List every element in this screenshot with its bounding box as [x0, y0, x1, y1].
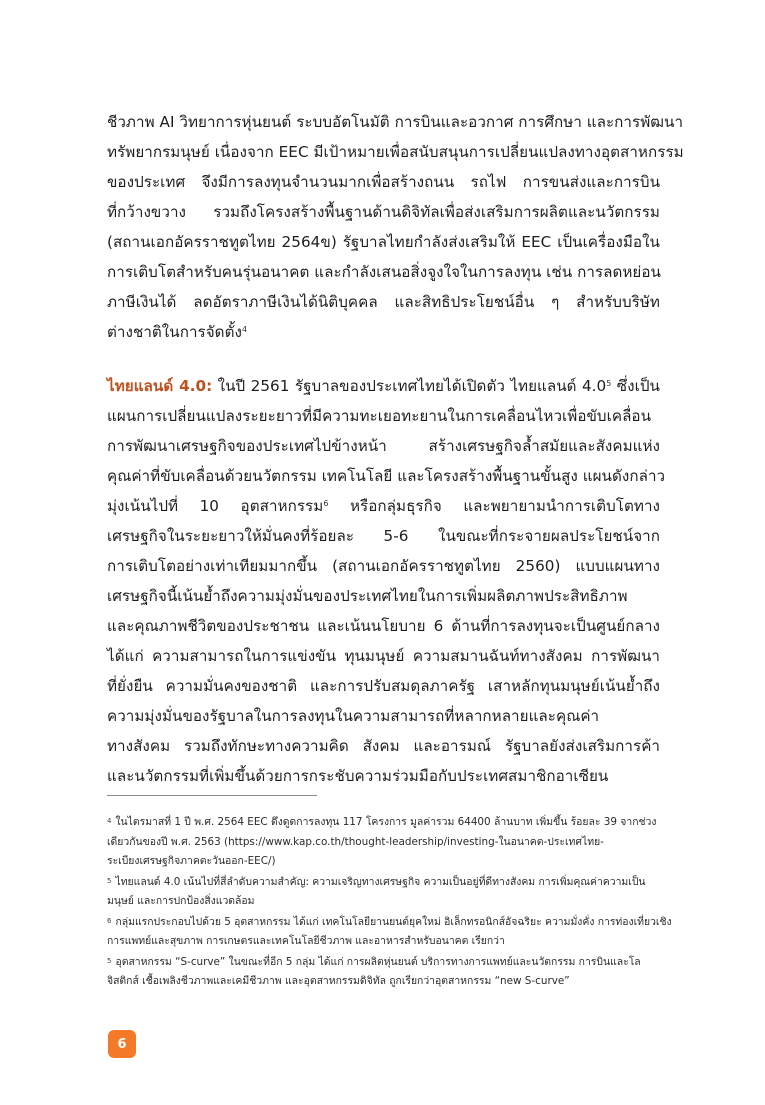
footnote-line: [107, 813, 662, 833]
footnote-5-scurve: [107, 953, 662, 992]
footnote-line: การแพทย์และสุขภาพ การเกษตรและเทคโนโลยีชีวภาพ และอาหารสำหรับอนาคต เรียกว่า: [107, 935, 505, 947]
footnote-line: จิสติกส์ เชื้อเพลิงชีวภาพและเคมีชีวภาพ และอุตสาหกรรมดิจิทัล ถูกเรียกว่าอุตสาหกรรม “new S-curve”: [107, 975, 570, 987]
section-heading: ไทยแลนด์ 4.0:: [107, 377, 213, 395]
text-line: ที่กว้างขวาง รวมถึงโครงสร้างพื้นฐานด้านดิจิทัลเพื่อส่งเสริมการผลิตและนวัตกรรม: [107, 203, 660, 221]
footnote-5: [107, 873, 662, 912]
page-number-badge: 6: [108, 1030, 136, 1058]
text-line: [107, 371, 660, 401]
text-line: (สถานเอกอัครราชทูตไทย 2564ข) รัฐบาลไทยกำลังส่งเสริมให้ EEC เป็นเครื่องมือใน: [107, 233, 660, 251]
text-fragment: ต่างชาติในการจัดตั้ง: [107, 323, 242, 341]
footnote-ref-4[interactable]: 4: [241, 325, 248, 334]
footnote-marker: 5: [107, 956, 112, 965]
text-fragment: อุตสาหกรรม “S-curve” ในขณะที่อีก 5 กลุ่ม ได้แก่ การผลิตหุ่นยนต์ บริการทางการแพทย์และนวัตกรรม การบินและโล: [115, 955, 641, 968]
text-fragment: ซึ่งเป็น: [611, 377, 660, 395]
footnote-line: [107, 953, 662, 973]
footnote-marker: 4: [107, 817, 112, 825]
text-fragment: หรือกลุ่มธุรกิจ และพยายามนำการเติบโตทาง: [328, 497, 660, 515]
text-line: ความมุ่งมั่นของรัฐบาลในการลงทุนในความสามารถที่หลากหลายและคุณค่า: [107, 707, 600, 725]
text-line: และนวัตกรรมที่เพิ่มขึ้นด้วยการกระชับความร่วมมือกับประเทศสมาชิกอาเซียน: [107, 767, 609, 785]
text-line: ที่ยั่งยืน ความมั่นคงของชาติ และการปรับสมดุลภาครัฐ เสาหลักทุนมนุษย์เน้นย้ำถึง: [107, 677, 660, 695]
text-line: การเติบโตสำหรับคนรุ่นอนาคต และกำลังเสนอสิ่งจูงใจในการลงทุน เช่น การลดหย่อน: [107, 263, 661, 281]
footnote-ref-6[interactable]: 6: [323, 499, 329, 508]
text-line: การเติบโตอย่างเท่าเทียมมากขึ้น (สถานเอกอัครราชทูตไทย 2560) แบบแผนทาง: [107, 557, 660, 575]
text-line: ได้แก่ ความสามารถในการแข่งขัน ทุนมนุษย์ ความสมานฉันท์ทางสังคม การพัฒนา: [107, 647, 660, 665]
footnote-line: [107, 913, 672, 933]
footnote-marker: 5: [107, 876, 112, 885]
text-line: [107, 491, 660, 521]
text-line: การพัฒนาเศรษฐกิจของประเทศไปข้างหน้า สร้างเศรษฐกิจล้ำสมัยและสังคมแห่ง: [107, 437, 660, 455]
text-line: ภาษีเงินได้ ลดอัตราภาษีเงินได้นิติบุคคล และสิทธิประโยชน์อื่น ๆ สำหรับบริษัท: [107, 293, 660, 311]
text-line: และคุณภาพชีวิตของประชาชน และเน้นนโยบาย 6 ด้านที่การลงทุนจะเป็นศูนย์กลาง: [107, 617, 660, 635]
footnote-line: มนุษย์ และการปกป้องสิ่งแวดล้อม: [107, 895, 255, 907]
text-line: ทางสังคม รวมถึงทักษะทางความคิด สังคม และอารมณ์ รัฐบาลยังส่งเสริมการค้า: [107, 737, 660, 755]
text-fragment: ไทยแลนด์ 4.0 เน้นไปที่สี่ลำดับความสำคัญ: ความเจริญทางเศรษฐกิจ ความเป็นอยู่ที่ดีทางสังคม การเพิ่มคุณค่าความเป็น: [115, 875, 646, 888]
paragraph-eec-investment: [107, 107, 684, 347]
footnote-6: [107, 913, 672, 952]
footnote-link-line[interactable]: เดียวกันของปี พ.ศ. 2563 (https://www.kap.co.th/thought-leadership/investing-ในอนาคต-ประเทศไทย-: [107, 835, 604, 848]
text-fragment: ในปี 2561 รัฐบาลของประเทศไทยได้เปิดตัว ไทยแลนด์ 4.0: [212, 377, 607, 395]
paragraph-thailand-4: [107, 371, 666, 791]
footnote-marker: 6: [107, 916, 112, 925]
text-fragment: กลุ่มแรกประกอบไปด้วย 5 อุตสาหกรรม ได้แก่ เทคโนโลยียานยนต์ยุคใหม่ อิเล็กทรอนิกส์อัจฉริยะ ความมั่งคั่ง การท่องเที่ยวเชิง: [115, 915, 672, 928]
text-line: [107, 317, 660, 347]
footnote-4: [107, 813, 662, 872]
footnote-link-line[interactable]: ระเบียงเศรษฐกิจภาคตะวันออก-EEC/): [107, 855, 276, 867]
text-line: แผนการเปลี่ยนแปลงระยะยาวที่มีความทะเยอทะยานในการเคลื่อนไหวเพื่อขับเคลื่อน: [107, 407, 652, 425]
footnote-line: [107, 873, 662, 893]
footnotes: [107, 813, 672, 992]
footnote-ref-5[interactable]: 5: [606, 379, 612, 388]
text-line: ทรัพยากรมนุษย์ เนื่องจาก EEC มีเป้าหมายเพื่อสนับสนุนการเปลี่ยนแปลงทางอุตสาหกรรม: [107, 143, 684, 161]
text-line: เศรษฐกิจนี้เน้นย้ำถึงความมุ่งมั่นของประเทศไทยในการเพิ่มผลิตภาพประสิทธิภาพ: [107, 587, 628, 605]
text-fragment: ในไตรมาสที่ 1 ปี พ.ศ. 2564 EEC ดึงดูดการลงทุน 117 โครงการ มูลค่ารวม 64400 ล้านบาท เพิ่มขึ้น ร้อยละ 39 จากช่วง: [115, 816, 657, 828]
text-line: ชีวภาพ AI วิทยาการหุ่นยนต์ ระบบอัตโนมัติ การบินและอวกาศ การศึกษา และการพัฒนา: [107, 113, 684, 131]
text-line: เศรษฐกิจในระยะยาวให้มั่นคงที่ร้อยละ 5-6 ในขณะที่กระจายผลประโยชน์จาก: [107, 527, 660, 545]
text-fragment: มุ่งเน้นไปที่ 10 อุตสาหกรรม: [107, 497, 324, 515]
text-line: คุณค่าที่ขับเคลื่อนด้วยนวัตกรรม เทคโนโลยี และโครงสร้างพื้นฐานขั้นสูง แผนดังกล่าว: [107, 467, 666, 485]
footnote-divider: [107, 795, 317, 796]
text-line: ของประเทศ จึงมีการลงทุนจำนวนมากเพื่อสร้างถนน รถไฟ การขนส่งและการบิน: [107, 173, 660, 191]
